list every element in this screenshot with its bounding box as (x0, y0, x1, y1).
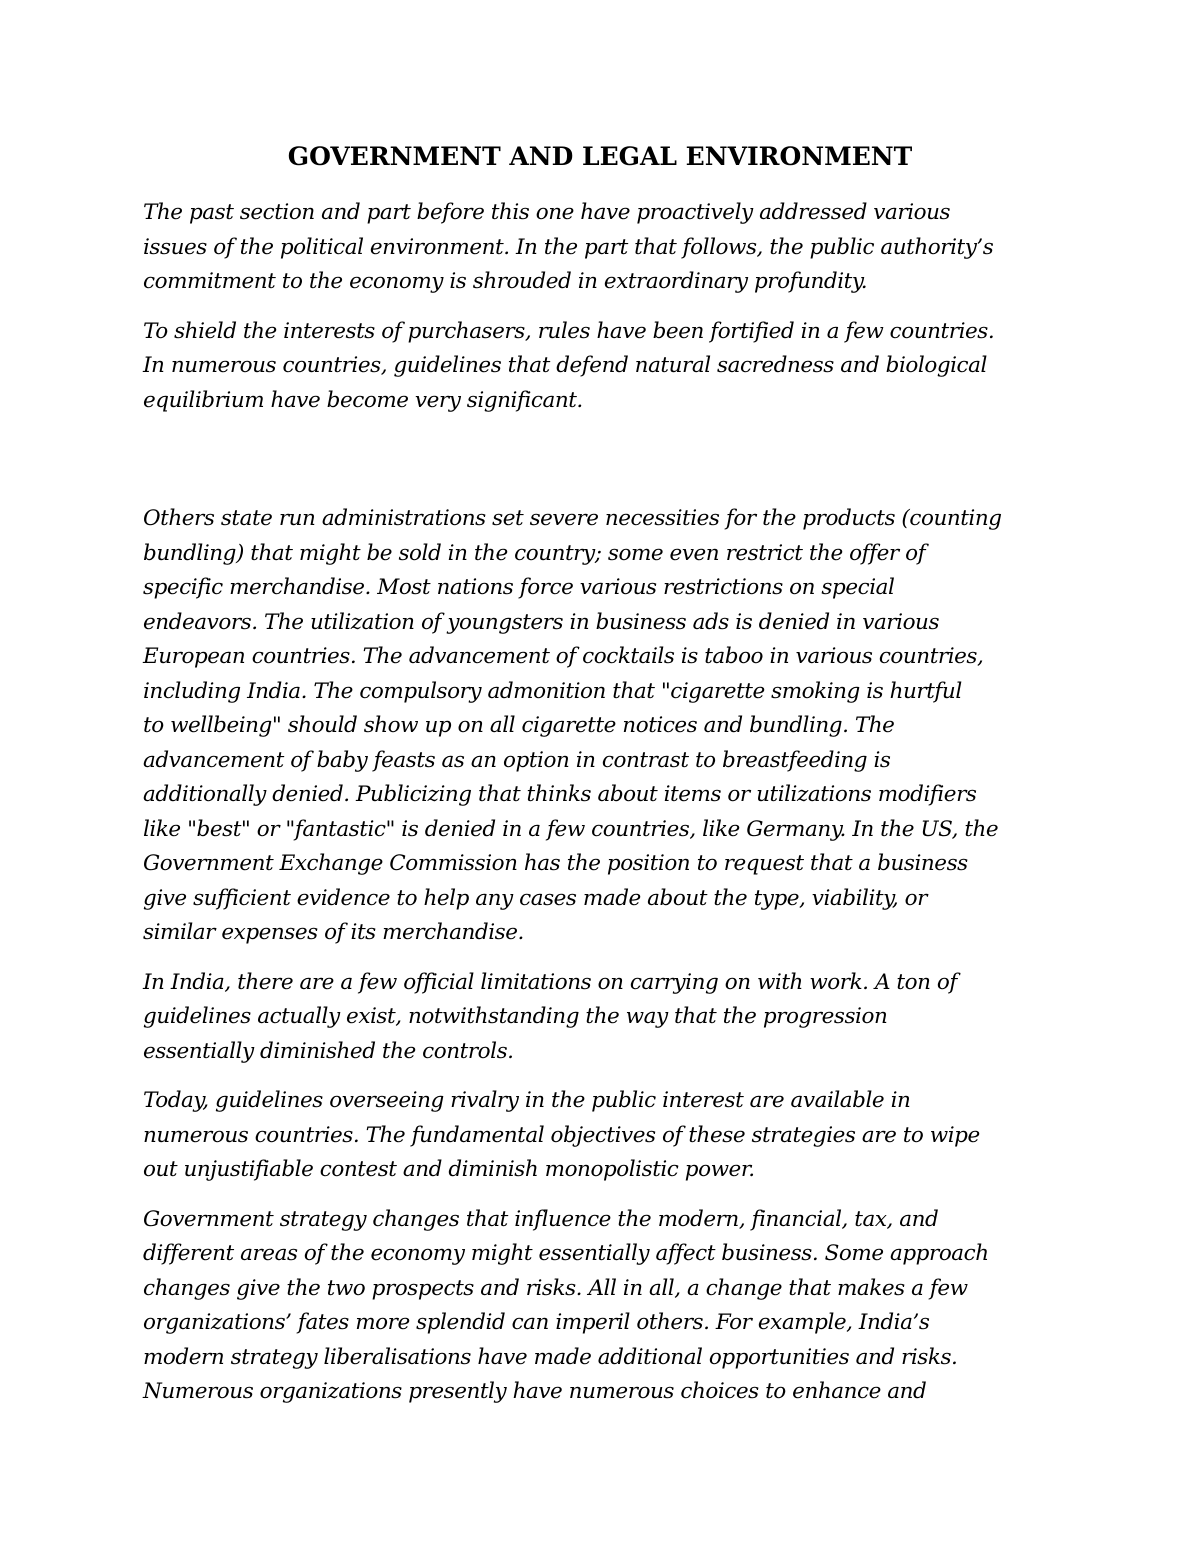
text-line: essentially diminished the controls. (143, 1038, 514, 1064)
text-line: specific merchandise. Most nations force various restrictions on special (143, 575, 895, 600)
paragraph-consumer-rules (143, 315, 1083, 419)
paragraph-strategy-changes (143, 1203, 1083, 1410)
text-line: Government Exchange Commission has the position to request that a business (143, 851, 968, 876)
text-line: The past section and part before this one have proactively addressed various (143, 200, 951, 225)
text-line: commitment to the economy is shrouded in extraordinary profundity. (143, 269, 868, 294)
text-line: bundling) that might be sold in the country; some even restrict the offer of (143, 540, 926, 566)
text-line: organizations’ fates more splendid can imperil others. For example, India’s (143, 1310, 930, 1335)
paragraph-product-restrictions (143, 502, 1083, 951)
text-line: Others state run administrations set severe necessities for the products (counting (143, 506, 1002, 531)
text-line: In numerous countries, guidelines that defend natural sacredness and biological (143, 353, 987, 378)
paragraph-intro (143, 196, 1083, 300)
text-line: endeavors. The utilization of youngsters in business ads is denied in various (143, 609, 940, 635)
text-line: out unjustifiable contest and diminish monopolistic power. (143, 1157, 755, 1182)
text-line: like "best" or "fantastic" is denied in a few countries, like Germany. In the US, the (143, 816, 999, 842)
text-line: numerous countries. The fundamental objectives of these strategies are to wipe (143, 1122, 980, 1148)
text-line: advancement of baby feasts as an option in contrast to breastfeeding is (143, 747, 891, 773)
text-line: give sufficient evidence to help any cases made about the type, viability, or (143, 885, 928, 911)
document-title: GOVERNMENT AND LEGAL ENVIRONMENT (287, 142, 913, 171)
text-line: Today, guidelines overseeing rivalry in the public interest are available in (143, 1088, 911, 1113)
text-line: to wellbeing" should show up on all cigarette notices and bundling. The (143, 713, 895, 738)
text-line: modern strategy liberalisations have made additional opportunities and risks. (143, 1344, 958, 1370)
text-line: additionally denied. Publicizing that thinks about items or utilizations modifiers (143, 782, 977, 807)
text-line: equilibrium have become very significant. (143, 387, 583, 413)
text-line: changes give the two prospects and risks. All in all, a change that makes a few (143, 1275, 968, 1301)
text-line: Numerous organizations presently have numerous choices to enhance and (143, 1379, 927, 1404)
paragraph-india-limitations (143, 966, 1083, 1070)
text-line: European countries. The advancement of cocktails is taboo in various countries, (143, 644, 984, 669)
text-line: different areas of the economy might essentially affect business. Some approach (143, 1241, 989, 1266)
text-line: guidelines actually exist, notwithstanding the way that the progression (143, 1004, 888, 1029)
text-line: including India. The compulsory admonition that "cigarette smoking is hurtful (143, 678, 962, 704)
text-line: similar expenses of its merchandise. (143, 920, 524, 945)
text-line: issues of the political environment. In the part that follows, the public authority’s (143, 234, 994, 260)
paragraph-competition (143, 1084, 1083, 1188)
document-body (143, 196, 1083, 1425)
text-line: In India, there are a few official limitations on carrying on with work. A ton of (143, 969, 957, 995)
text-line: Government strategy changes that influence the modern, financial, tax, and (143, 1206, 939, 1232)
text-line: To shield the interests of purchasers, rules have been fortified in a few countries. (143, 318, 995, 344)
